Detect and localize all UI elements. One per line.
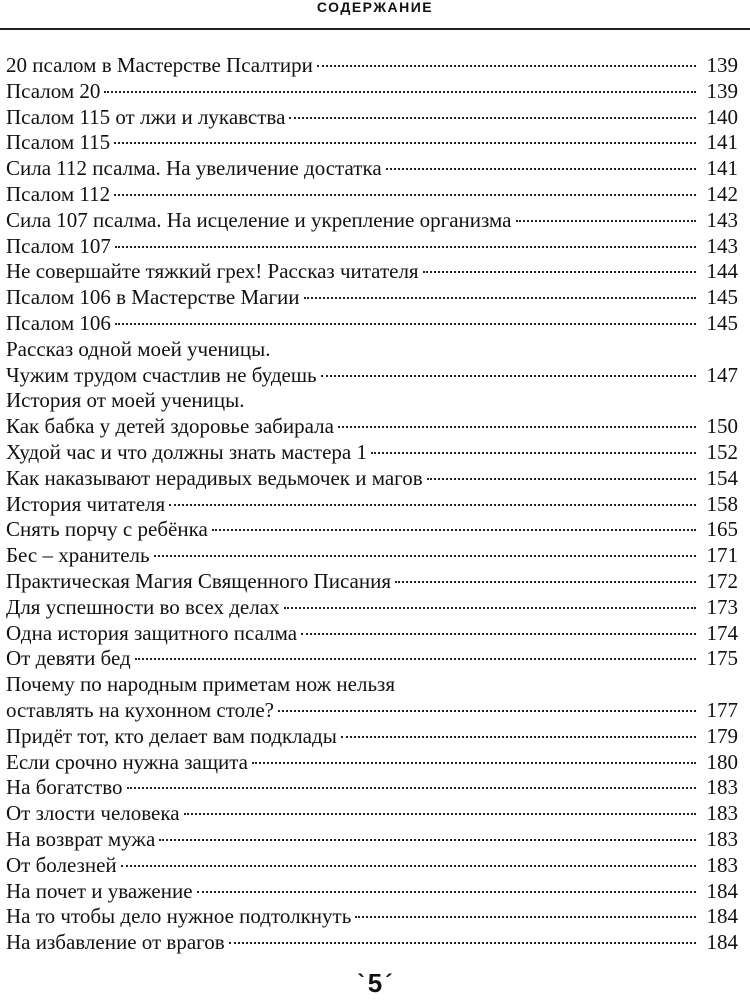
toc-entry[interactable]: [6, 130, 738, 156]
dot-leader: [197, 891, 696, 893]
dot-leader: [321, 375, 696, 377]
toc-entry[interactable]: [6, 363, 738, 389]
toc-entry-page-number: 183: [706, 775, 738, 800]
dot-leader: [338, 426, 696, 428]
toc-entry-page-number: 147: [706, 362, 738, 387]
toc-entry[interactable]: [6, 492, 738, 518]
toc-entry-title: Сила 107 псалма. На исцеление и укрепление организма: [6, 207, 512, 232]
toc-entry-page-number: 172: [706, 568, 738, 593]
dot-leader: [284, 607, 696, 609]
toc-entry-title: На избавление от врагов: [6, 930, 225, 955]
dot-leader: [212, 529, 696, 531]
toc-entry-page-number: 165: [706, 517, 738, 542]
toc-entry[interactable]: [6, 775, 738, 801]
toc-entry[interactable]: [6, 466, 738, 492]
toc-entry[interactable]: [6, 621, 738, 647]
dot-leader: [516, 220, 697, 222]
toc-entry[interactable]: [6, 182, 738, 208]
toc-entry[interactable]: [6, 285, 738, 311]
toc-entry[interactable]: [6, 208, 738, 234]
toc-entry-title: Псалом 115 от лжи и лукавства: [6, 104, 286, 129]
dot-leader: [427, 478, 696, 480]
toc-entry-page-number: 183: [706, 826, 738, 851]
dot-leader: [395, 581, 696, 583]
page-title: СОДЕРЖАНИЕ: [316, 0, 434, 15]
toc-entry-page-number: 152: [706, 439, 738, 464]
dot-leader: [386, 168, 696, 170]
toc-entry[interactable]: [6, 646, 738, 672]
toc-entry-page-number: 175: [706, 646, 738, 671]
dot-leader: [159, 839, 696, 841]
toc-entry[interactable]: [6, 259, 738, 285]
dot-leader: [127, 787, 696, 789]
toc-entry-page-number: 184: [706, 930, 738, 955]
toc-entry[interactable]: [6, 105, 738, 131]
dot-leader: [301, 633, 696, 635]
dot-leader: [229, 942, 696, 944]
toc-entry[interactable]: [6, 414, 738, 440]
toc-entry[interactable]: [6, 517, 738, 543]
toc-entry-page-number: 174: [706, 620, 738, 645]
dot-leader: [371, 452, 696, 454]
toc-entry-title: Псалом 20: [6, 78, 101, 103]
toc-entry-page-number: 184: [706, 878, 738, 903]
dot-leader: [289, 117, 696, 119]
toc-entry-title: Псалом 115: [6, 130, 111, 155]
toc-entry[interactable]: [6, 672, 738, 698]
toc-entry-page-number: 143: [706, 233, 738, 258]
toc-entry[interactable]: [6, 311, 738, 337]
toc-entry-page-number: 141: [706, 156, 738, 181]
dot-leader: [115, 323, 696, 325]
toc-entry[interactable]: [6, 595, 738, 621]
dot-leader: [121, 865, 696, 867]
toc-entry[interactable]: [6, 904, 738, 930]
toc-entry-title: От девяти бед: [6, 646, 131, 671]
dot-leader: [115, 246, 696, 248]
toc-entry-title: Придёт тот, кто делает вам подклады: [6, 723, 337, 748]
toc-entry-page-number: 145: [706, 310, 738, 335]
toc-entry-page-number: 183: [706, 852, 738, 877]
toc-entry[interactable]: [6, 724, 738, 750]
toc-entry-page-number: 139: [706, 53, 738, 77]
toc-entry[interactable]: [6, 440, 738, 466]
toc-entry-title: От болезней: [6, 852, 117, 877]
toc-entry-page-number: 145: [706, 285, 738, 310]
toc-entry-page-number: 183: [706, 801, 738, 826]
toc-entry[interactable]: [6, 53, 738, 79]
dot-leader: [184, 813, 696, 815]
toc-entry-title: Не совершайте тяжкий грех! Рассказ читателя: [6, 259, 419, 284]
dot-leader: [317, 65, 696, 67]
toc-entry[interactable]: [6, 234, 738, 260]
page-number: 5: [367, 968, 383, 998]
toc-entry-title: Для успешности во всех делах: [6, 594, 280, 619]
toc-entry-title: Чужим трудом счастлив не будешь: [6, 362, 317, 387]
toc-entry-title: Худой час и что должны знать мастера 1: [6, 439, 367, 464]
toc-entry[interactable]: [6, 337, 738, 363]
table-of-contents: [6, 53, 738, 956]
toc-entry-page-number: 179: [706, 723, 738, 748]
toc-entry-title: На почет и уважение: [6, 878, 193, 903]
toc-entry-page-number: 158: [706, 491, 738, 516]
page-number-ornament-left: `: [357, 970, 365, 995]
dot-leader: [355, 916, 696, 918]
toc-entry-title: Как бабка у детей здоровье забирала: [6, 414, 334, 439]
toc-entry[interactable]: [6, 698, 738, 724]
toc-entry-page-number: 171: [706, 543, 738, 568]
toc-entry[interactable]: [6, 853, 738, 879]
toc-entry-title: 20 псалом в Мастерстве Псалтири: [6, 53, 313, 77]
toc-entry-title: Псалом 112: [6, 181, 111, 206]
toc-entry[interactable]: [6, 879, 738, 905]
dot-leader: [154, 555, 696, 557]
page-number-ornament-right: ´: [385, 970, 393, 995]
toc-entry-title: На возврат мужа: [6, 826, 156, 851]
toc-entry-title: Снять порчу с ребёнка: [6, 517, 208, 542]
toc-entry-title: Псалом 107: [6, 233, 111, 258]
toc-entry-page-number: 141: [706, 130, 738, 155]
toc-entry-title: На то чтобы дело нужное подтолкнуть: [6, 904, 352, 929]
toc-entry-page-number: 180: [706, 749, 738, 774]
dot-leader: [114, 142, 696, 144]
toc-entry-page-number: 139: [706, 78, 738, 103]
toc-entry-title: Псалом 106 в Мастерстве Магии: [6, 285, 300, 310]
toc-entry-page-number: 173: [706, 594, 738, 619]
running-header: [0, 0, 750, 30]
toc-entry-page-number: 154: [706, 465, 738, 490]
toc-entry[interactable]: [6, 569, 738, 595]
page-footer: [0, 968, 750, 998]
dot-leader: [341, 736, 696, 738]
toc-entry-page-number: 150: [706, 414, 738, 439]
toc-entry-title: История от моей ученицы.: [6, 388, 245, 413]
toc-entry-title: История читателя: [6, 491, 166, 516]
dot-leader: [252, 762, 696, 764]
toc-entry-title: Почему по народным приметам нож нельзя: [6, 672, 395, 697]
toc-entry-page-number: 143: [706, 207, 738, 232]
toc-entry-title: Если срочно нужна защита: [6, 749, 249, 774]
dot-leader: [104, 91, 696, 93]
toc-entry-title: Одна история защитного псалма: [6, 620, 298, 645]
dot-leader: [278, 710, 696, 712]
toc-entry[interactable]: [6, 930, 738, 956]
toc-entry-page-number: 184: [706, 904, 738, 929]
toc-entry-page-number: 142: [706, 181, 738, 206]
dot-leader: [135, 658, 696, 660]
toc-entry-page-number: 140: [706, 104, 738, 129]
toc-entry[interactable]: [6, 827, 738, 853]
toc-entry-title: Бес – хранитель: [6, 543, 150, 568]
toc-entry-title: От злости человека: [6, 801, 180, 826]
toc-entry-page-number: 177: [706, 697, 738, 722]
dot-leader: [169, 504, 696, 506]
toc-entry[interactable]: [6, 388, 738, 414]
toc-entry-title: Рассказ одной моей ученицы.: [6, 336, 271, 361]
toc-entry-title: Сила 112 псалма. На увеличение достатка: [6, 156, 382, 181]
dot-leader: [423, 271, 696, 273]
toc-entry-title: На богатство: [6, 775, 123, 800]
dot-leader: [114, 194, 696, 196]
toc-entry-title: Практическая Магия Священного Писания: [6, 568, 391, 593]
toc-entry-title: оставлять на кухонном столе?: [6, 697, 274, 722]
toc-entry[interactable]: [6, 543, 738, 569]
toc-entry[interactable]: [6, 156, 738, 182]
toc-entry-title: Как наказывают нерадивых ведьмочек и магов: [6, 465, 423, 490]
toc-entry[interactable]: [6, 801, 738, 827]
dot-leader: [304, 297, 696, 299]
toc-entry[interactable]: [6, 79, 738, 105]
toc-entry[interactable]: [6, 750, 738, 776]
toc-entry-page-number: 144: [706, 259, 738, 284]
toc-entry-title: Псалом 106: [6, 310, 111, 335]
